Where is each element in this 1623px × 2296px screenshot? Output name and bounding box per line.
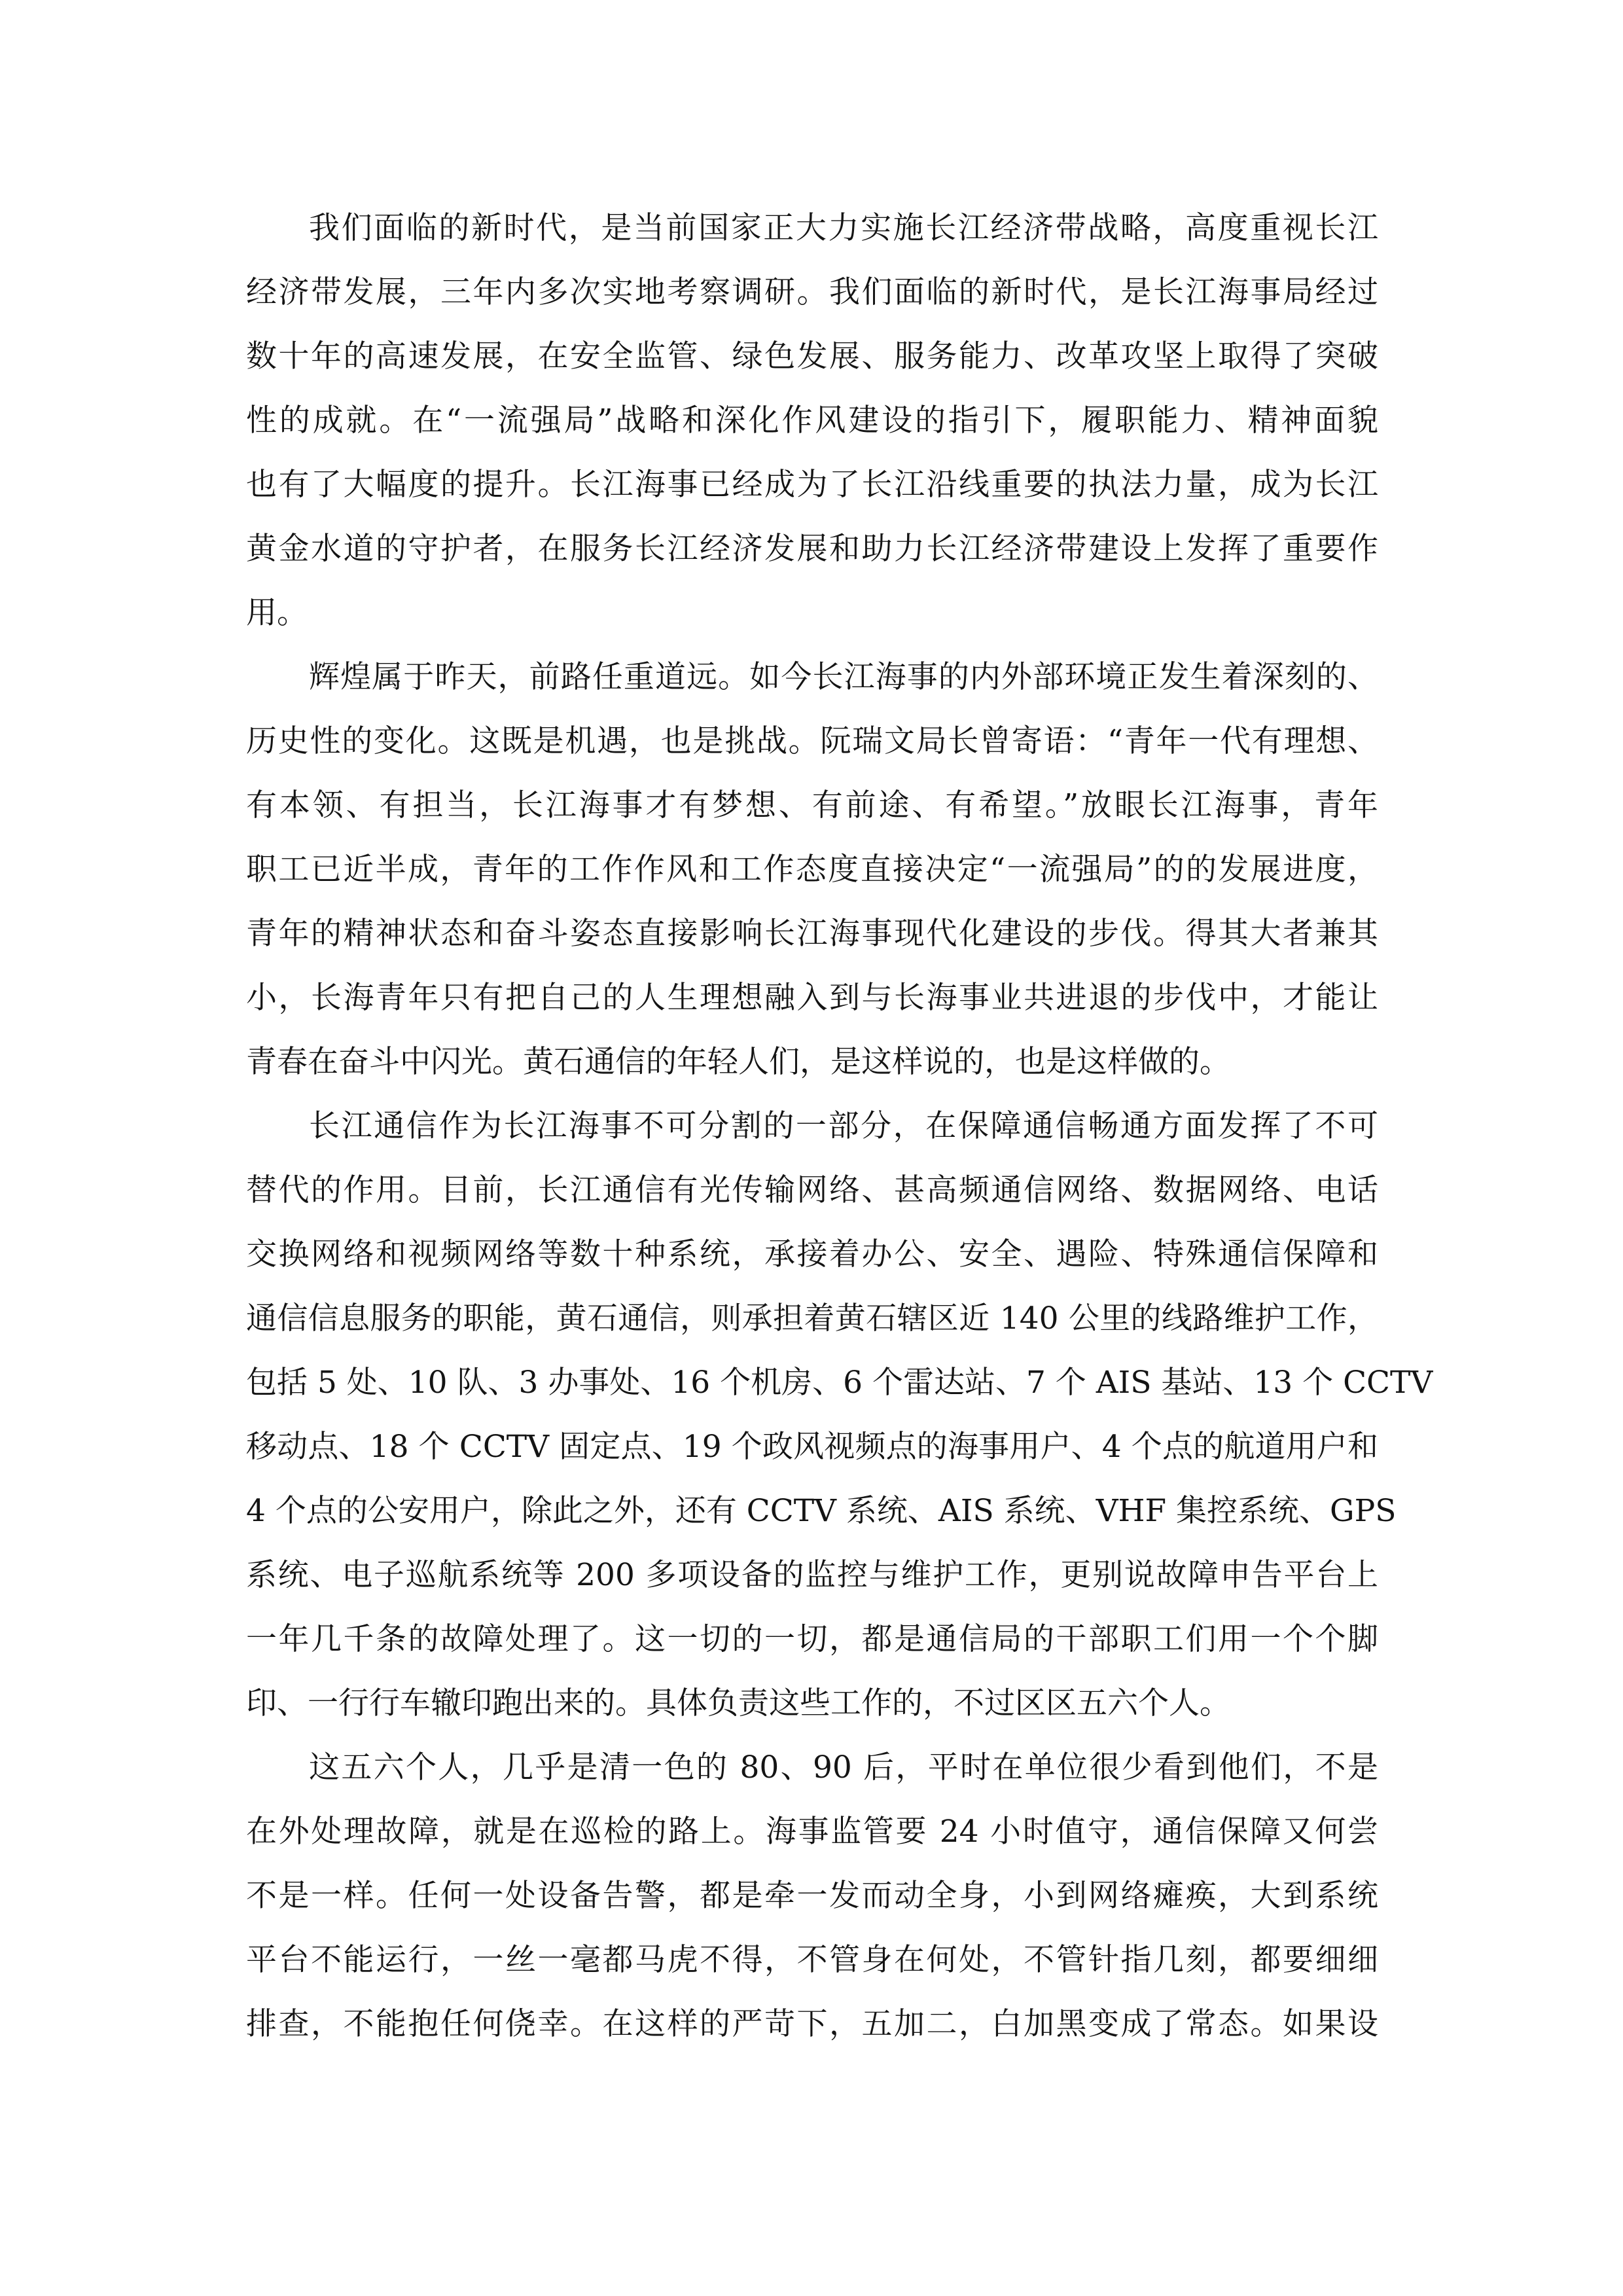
text-line: 职工已近半成，青年的工作作风和工作态度直接决定“一流强局”的的发展进度， bbox=[246, 852, 1378, 888]
text-line: 经济带发展，三年内多次实地考察调研。我们面临的新时代，是长江海事局经过 bbox=[246, 274, 1378, 310]
text-line: 移动点、18 个 CCTV 固定点、19 个政风视频点的海事用户、4 个点的航道用户和 bbox=[246, 1429, 1378, 1465]
text-line: 通信信息服务的职能，黄石通信，则承担着黄石辖区近 140 公里的线路维护工作， bbox=[246, 1300, 1378, 1336]
text-line: 小，长海青年只有把自己的人生理想融入到与长海事业共进退的步伐中，才能让 bbox=[246, 980, 1378, 1016]
text-line: 有本领、有担当，长江海事才有梦想、有前途、有希望。”放眼长江海事，青年 bbox=[246, 787, 1378, 823]
text-line: 也有了大幅度的提升。长江海事已经成为了长江沿线重要的执法力量，成为长江 bbox=[246, 467, 1378, 503]
text-line: 排查，不能抱任何侥幸。在这样的严苛下，五加二，白加黑变成了常态。如果设 bbox=[246, 2006, 1378, 2042]
text-line: 这五六个人，几乎是清一色的 80、90 后，平时在单位很少看到他们，不是 bbox=[309, 1749, 1378, 1785]
text-line: 一年几千条的故障处理了。这一切的一切，都是通信局的干部职工们用一个个脚 bbox=[246, 1621, 1378, 1657]
paragraph-1 bbox=[246, 196, 1378, 645]
text-line: 替代的作用。目前，长江通信有光传输网络、甚高频通信网络、数据网络、电话 bbox=[246, 1172, 1378, 1208]
text-line: 平台不能运行，一丝一毫都马虎不得，不管身在何处，不管针指几刻，都要细细 bbox=[246, 1942, 1378, 1978]
document-body bbox=[246, 196, 1433, 2056]
text-line: 青春在奋斗中闪光。黄石通信的年轻人们，是这样说的，也是这样做的。 bbox=[246, 1044, 1230, 1080]
text-line: 不是一样。任何一处设备告警，都是牵一发而动全身，小到网络瘫痪，大到系统 bbox=[246, 1878, 1378, 1914]
text-line: 数十年的高速发展，在安全监管、绿色发展、服务能力、改革攻坚上取得了突破 bbox=[246, 338, 1378, 374]
paragraph-2 bbox=[246, 645, 1378, 1094]
text-line: 交换网络和视频网络等数十种系统，承接着办公、安全、遇险、特殊通信保障和 bbox=[246, 1236, 1378, 1272]
text-line: 辉煌属于昨天，前路任重道远。如今长江海事的内外部环境正发生着深刻的、 bbox=[309, 659, 1378, 695]
text-line: 包括 5 处、10 队、3 办事处、16 个机房、6 个雷达站、7 个 AIS 基站、13 个 CCTV bbox=[246, 1365, 1433, 1401]
text-line: 系统、电子巡航系统等 200 多项设备的监控与维护工作，更别说故障申告平台上 bbox=[246, 1557, 1378, 1593]
paragraph-3 bbox=[246, 1094, 1433, 1736]
text-line: 青年的精神状态和奋斗姿态直接影响长江海事现代化建设的步伐。得其大者兼其 bbox=[246, 916, 1378, 952]
text-line: 历史性的变化。这既是机遇，也是挑战。阮瑞文局长曾寄语：“青年一代有理想、 bbox=[246, 723, 1378, 759]
text-line: 4 个点的公安用户，除此之外，还有 CCTV 系统、AIS 系统、VHF 集控系统、GPS bbox=[246, 1493, 1397, 1529]
text-line: 在外处理故障，就是在巡检的路上。海事监管要 24 小时值守，通信保障又何尝 bbox=[246, 1814, 1378, 1850]
text-line: 我们面临的新时代，是当前国家正大力实施长江经济带战略，高度重视长江 bbox=[309, 210, 1378, 246]
text-line: 黄金水道的守护者，在服务长江经济发展和助力长江经济带建设上发挥了重要作 bbox=[246, 531, 1378, 567]
text-line: 用。 bbox=[246, 595, 308, 631]
text-line: 性的成就。在“一流强局”战略和深化作风建设的指引下，履职能力、精神面貌 bbox=[246, 403, 1378, 439]
text-line: 长江通信作为长江海事不可分割的一部分，在保障通信畅通方面发挥了不可 bbox=[309, 1108, 1378, 1144]
paragraph-4 bbox=[246, 1736, 1378, 2056]
text-line: 印、一行行车辙印跑出来的。具体负责这些工作的，不过区区五六个人。 bbox=[246, 1685, 1230, 1721]
